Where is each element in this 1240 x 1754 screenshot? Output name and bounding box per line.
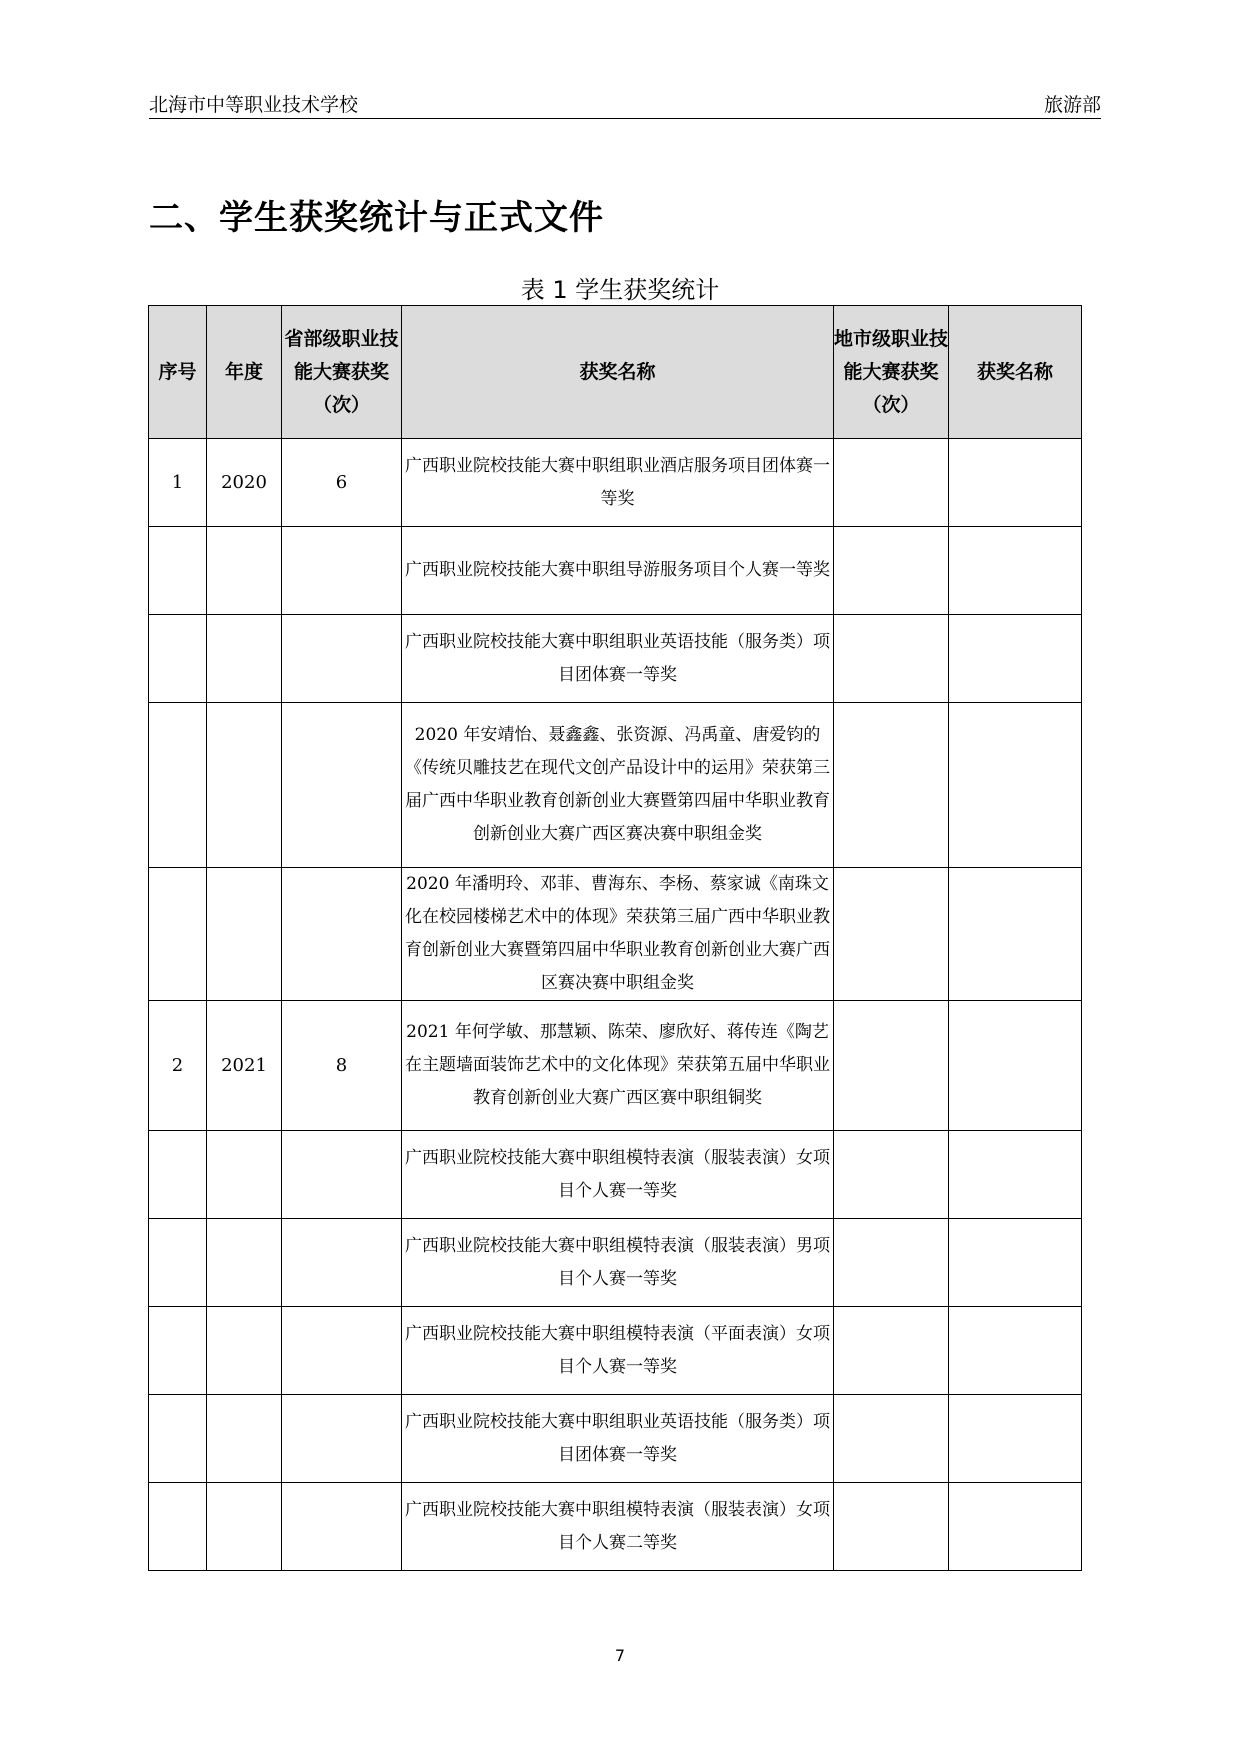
- header-provincial-count: 省部级职业技能大赛获奖（次）: [282, 306, 402, 439]
- cell-award-name: 广西职业院校技能大赛中职组模特表演（服装表演）女项目个人赛二等奖: [402, 1483, 834, 1571]
- cell-award-name-2: [949, 615, 1082, 703]
- cell-provincial-count: [282, 868, 402, 1001]
- cell-provincial-count: [282, 1395, 402, 1483]
- cell-award-name: 广西职业院校技能大赛中职组职业英语技能（服务类）项目团体赛一等奖: [402, 615, 834, 703]
- cell-year: [207, 1219, 282, 1307]
- cell-award-name-2: [949, 1219, 1082, 1307]
- cell-city-count: [834, 1395, 949, 1483]
- cell-seq: 1: [149, 439, 207, 527]
- cell-award-name-2: [949, 1307, 1082, 1395]
- cell-city-count: [834, 527, 949, 615]
- cell-seq: [149, 868, 207, 1001]
- page-header: [149, 84, 1101, 119]
- cell-award-name-2: [949, 1131, 1082, 1219]
- awards-table: [148, 305, 1082, 1571]
- cell-seq: [149, 1307, 207, 1395]
- table-caption: 表 1 学生获奖统计: [520, 276, 720, 304]
- table-row: [149, 1483, 1082, 1571]
- cell-seq: [149, 527, 207, 615]
- table-row: [149, 868, 1082, 1001]
- table-row: [149, 527, 1082, 615]
- cell-seq: [149, 615, 207, 703]
- cell-year: 2020: [207, 439, 282, 527]
- cell-provincial-count: [282, 1307, 402, 1395]
- cell-seq: [149, 703, 207, 868]
- table-row: [149, 1131, 1082, 1219]
- cell-award-name-2: [949, 868, 1082, 1001]
- header-city-count: 地市级职业技能大赛获奖（次）: [834, 306, 949, 439]
- table-row: [149, 615, 1082, 703]
- page-number: 7: [614, 1646, 626, 1665]
- cell-year: [207, 1483, 282, 1571]
- cell-award-name: 广西职业院校技能大赛中职组导游服务项目个人赛一等奖: [402, 527, 834, 615]
- cell-provincial-count: [282, 1131, 402, 1219]
- cell-provincial-count: [282, 1483, 402, 1571]
- cell-year: 2021: [207, 1001, 282, 1131]
- department-name: 旅游部: [1043, 94, 1101, 116]
- cell-year: [207, 703, 282, 868]
- cell-city-count: [834, 1483, 949, 1571]
- table-row: [149, 1307, 1082, 1395]
- cell-award-name: 2020 年安靖怡、聂鑫鑫、张资源、冯禹童、唐爱钧的《传统贝雕技艺在现代文创产品设计中的运用》荣获第三届广西中华职业教育创新创业大赛暨第四届中华职业教育创新创业大赛广西区赛决赛中职组金奖: [402, 703, 834, 868]
- cell-seq: 2: [149, 1001, 207, 1131]
- cell-award-name-2: [949, 1395, 1082, 1483]
- cell-award-name-2: [949, 1483, 1082, 1571]
- cell-award-name: 广西职业院校技能大赛中职组模特表演（服装表演）男项目个人赛一等奖: [402, 1219, 834, 1307]
- cell-award-name: 2020 年潘明玲、邓菲、曹海东、李杨、蔡家诚《南珠文化在校园楼梯艺术中的体现》荣获第三届广西中华职业教育创新创业大赛暨第四届中华职业教育创新创业大赛广西区赛决赛中职组金奖: [402, 868, 834, 1001]
- cell-provincial-count: [282, 615, 402, 703]
- cell-award-name-2: [949, 439, 1082, 527]
- cell-city-count: [834, 615, 949, 703]
- header-award-name-2: 获奖名称: [949, 306, 1082, 439]
- cell-year: [207, 615, 282, 703]
- cell-award-name: 广西职业院校技能大赛中职组模特表演（服装表演）女项目个人赛一等奖: [402, 1131, 834, 1219]
- cell-provincial-count: 8: [282, 1001, 402, 1131]
- cell-city-count: [834, 1307, 949, 1395]
- cell-city-count: [834, 439, 949, 527]
- cell-city-count: [834, 868, 949, 1001]
- cell-city-count: [834, 1219, 949, 1307]
- cell-year: [207, 1307, 282, 1395]
- table-row: [149, 1001, 1082, 1131]
- school-name: 北海市中等职业技术学校: [149, 94, 359, 116]
- cell-year: [207, 1131, 282, 1219]
- table-row: [149, 1395, 1082, 1483]
- cell-award-name-2: [949, 527, 1082, 615]
- section-title: 二、学生获奖统计与正式文件: [149, 198, 604, 238]
- cell-city-count: [834, 1001, 949, 1131]
- cell-award-name: 2021 年何学敏、那慧颖、陈荣、廖欣好、蒋传连《陶艺在主题墙面装饰艺术中的文化体现》荣获第五届中华职业教育创新创业大赛广西区赛中职组铜奖: [402, 1001, 834, 1131]
- cell-award-name-2: [949, 1001, 1082, 1131]
- cell-year: [207, 868, 282, 1001]
- header-year: 年度: [207, 306, 282, 439]
- cell-award-name-2: [949, 703, 1082, 868]
- table-row: [149, 703, 1082, 868]
- cell-provincial-count: [282, 527, 402, 615]
- cell-seq: [149, 1483, 207, 1571]
- cell-city-count: [834, 1131, 949, 1219]
- cell-city-count: [834, 703, 949, 868]
- cell-award-name: 广西职业院校技能大赛中职组模特表演（平面表演）女项目个人赛一等奖: [402, 1307, 834, 1395]
- cell-seq: [149, 1131, 207, 1219]
- cell-seq: [149, 1219, 207, 1307]
- header-award-name: 获奖名称: [402, 306, 834, 439]
- cell-award-name: 广西职业院校技能大赛中职组职业英语技能（服务类）项目团体赛一等奖: [402, 1395, 834, 1483]
- cell-year: [207, 1395, 282, 1483]
- cell-provincial-count: [282, 703, 402, 868]
- cell-provincial-count: 6: [282, 439, 402, 527]
- table-row: [149, 439, 1082, 527]
- table-row: [149, 1219, 1082, 1307]
- cell-award-name: 广西职业院校技能大赛中职组职业酒店服务项目团体赛一等奖: [402, 439, 834, 527]
- cell-year: [207, 527, 282, 615]
- cell-provincial-count: [282, 1219, 402, 1307]
- header-seq: 序号: [149, 306, 207, 439]
- cell-seq: [149, 1395, 207, 1483]
- table-header-row: [149, 306, 1082, 439]
